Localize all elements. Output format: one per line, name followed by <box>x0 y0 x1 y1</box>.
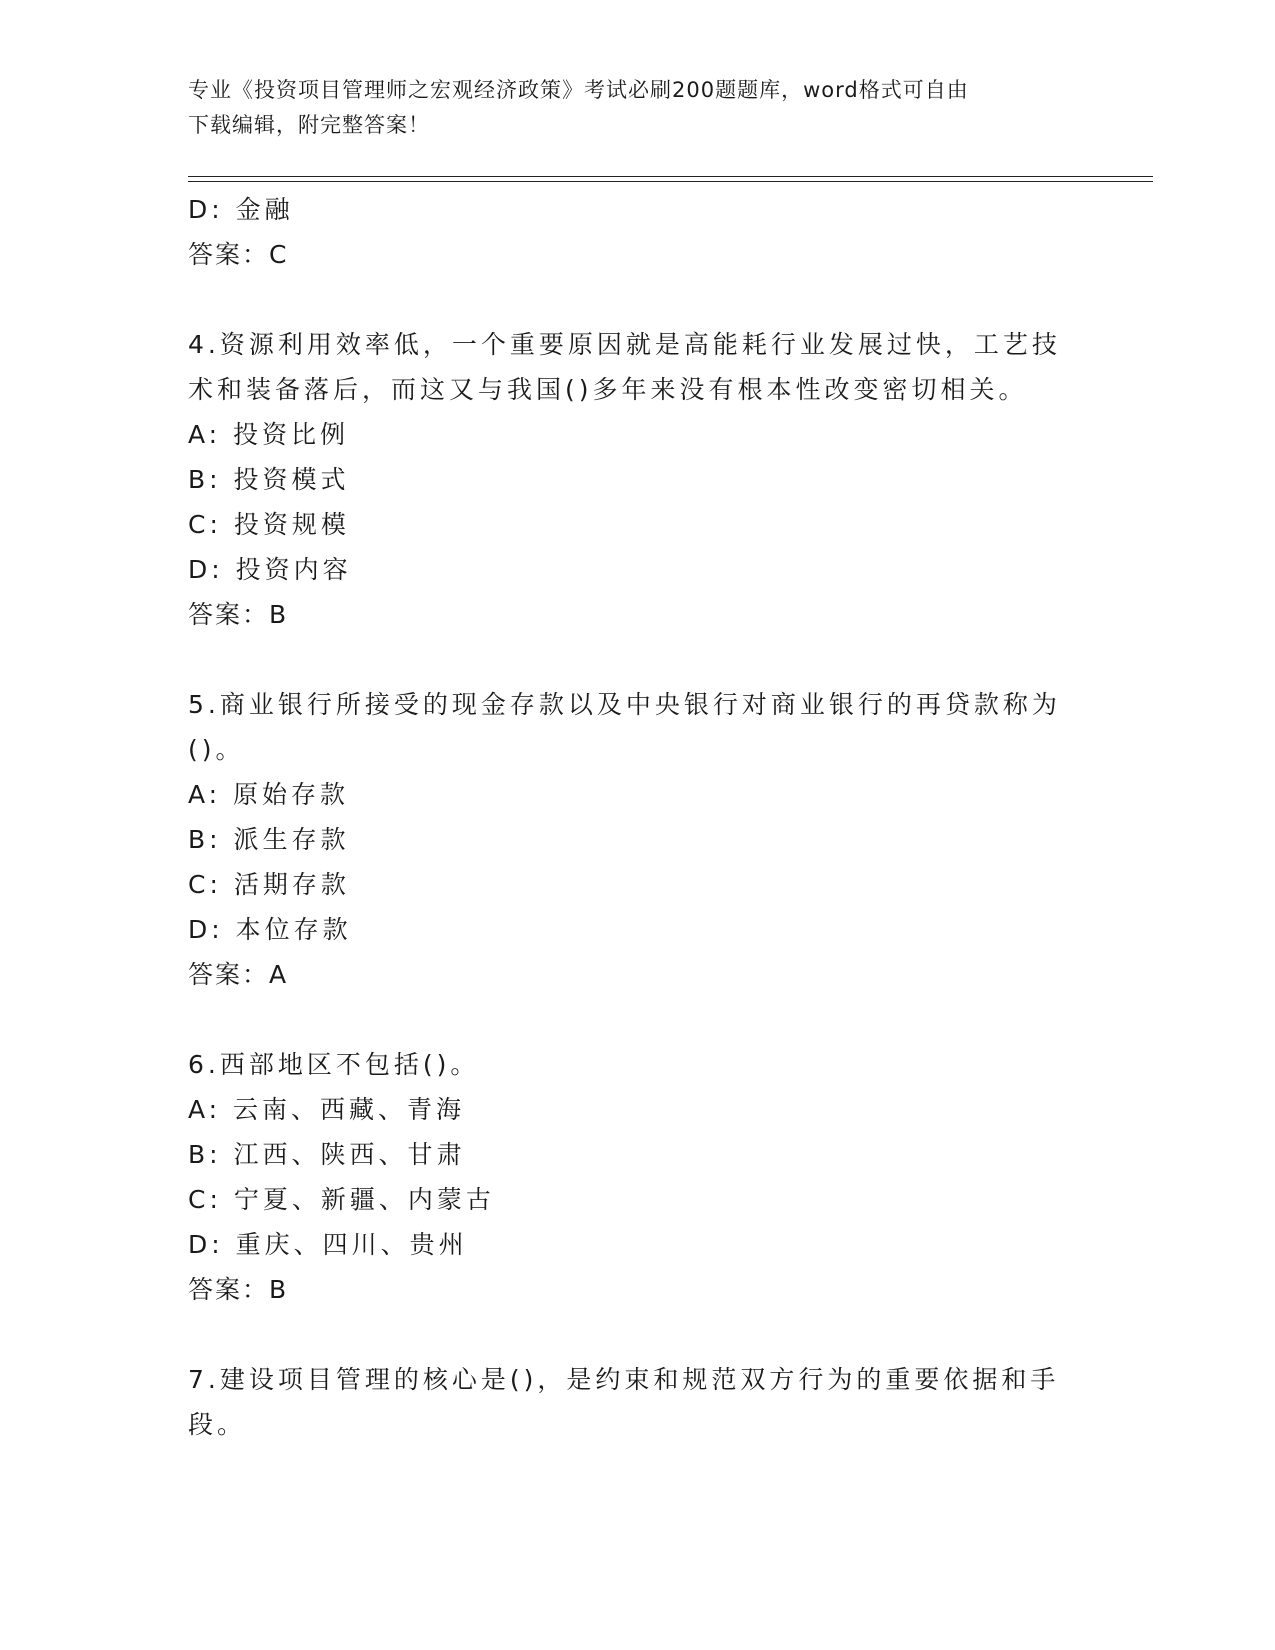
q6-stem-line-1: 6.西部地区不包括()。 <box>188 1050 480 1079</box>
q6-answer: 答案：B <box>188 1275 289 1304</box>
header-line-2: 下载编辑，附完整答案！ <box>188 113 430 137</box>
q6-option-a: A: 云南、西藏、青海 <box>188 1095 466 1124</box>
q5-stem-line-1: 5.商业银行所接受的现金存款以及中央银行对商业银行的再贷款称为 <box>188 690 1061 719</box>
q4-option-a: A: 投资比例 <box>188 420 350 449</box>
q4-option-c: C: 投资规模 <box>188 510 350 539</box>
header-divider-bottom <box>188 181 1153 182</box>
prev-option-d: D: 金融 <box>188 195 294 224</box>
q5-stem-line-2: ()。 <box>188 735 245 764</box>
q5-answer: 答案：A <box>188 960 289 989</box>
document-header <box>188 73 1068 143</box>
q4-stem-line-1: 4.资源利用效率低，一个重要原因就是高能耗行业发展过快，工艺技 <box>188 330 1061 359</box>
q4-option-b: B: 投资模式 <box>188 465 350 494</box>
q5-option-b: B: 派生存款 <box>188 825 350 854</box>
header-divider-top <box>188 176 1153 177</box>
prev-answer: 答案：C <box>188 240 289 269</box>
q6-option-b: B: 江西、陕西、甘肃 <box>188 1140 466 1169</box>
q6-option-d: D: 重庆、四川、贵州 <box>188 1230 468 1259</box>
q7-stem-line-1: 7.建设项目管理的核心是()，是约束和规范双方行为的重要依据和手 <box>188 1365 1060 1394</box>
q5-option-a: A: 原始存款 <box>188 780 350 809</box>
q7-stem-line-2: 段。 <box>188 1410 247 1439</box>
q4-answer: 答案：B <box>188 600 289 629</box>
q5-option-d: D: 本位存款 <box>188 915 352 944</box>
header-line-1: 专业《投资项目管理师之宏观经济政策》考试必刷200题题库，word格式可自由 <box>188 78 969 102</box>
q4-stem-line-2: 术和装备落后，而这又与我国()多年来没有根本性改变密切相关。 <box>188 375 1028 404</box>
q6-option-c: C: 宁夏、新疆、内蒙古 <box>188 1185 495 1214</box>
q5-option-c: C: 活期存款 <box>188 870 350 899</box>
q4-option-d: D: 投资内容 <box>188 555 352 584</box>
